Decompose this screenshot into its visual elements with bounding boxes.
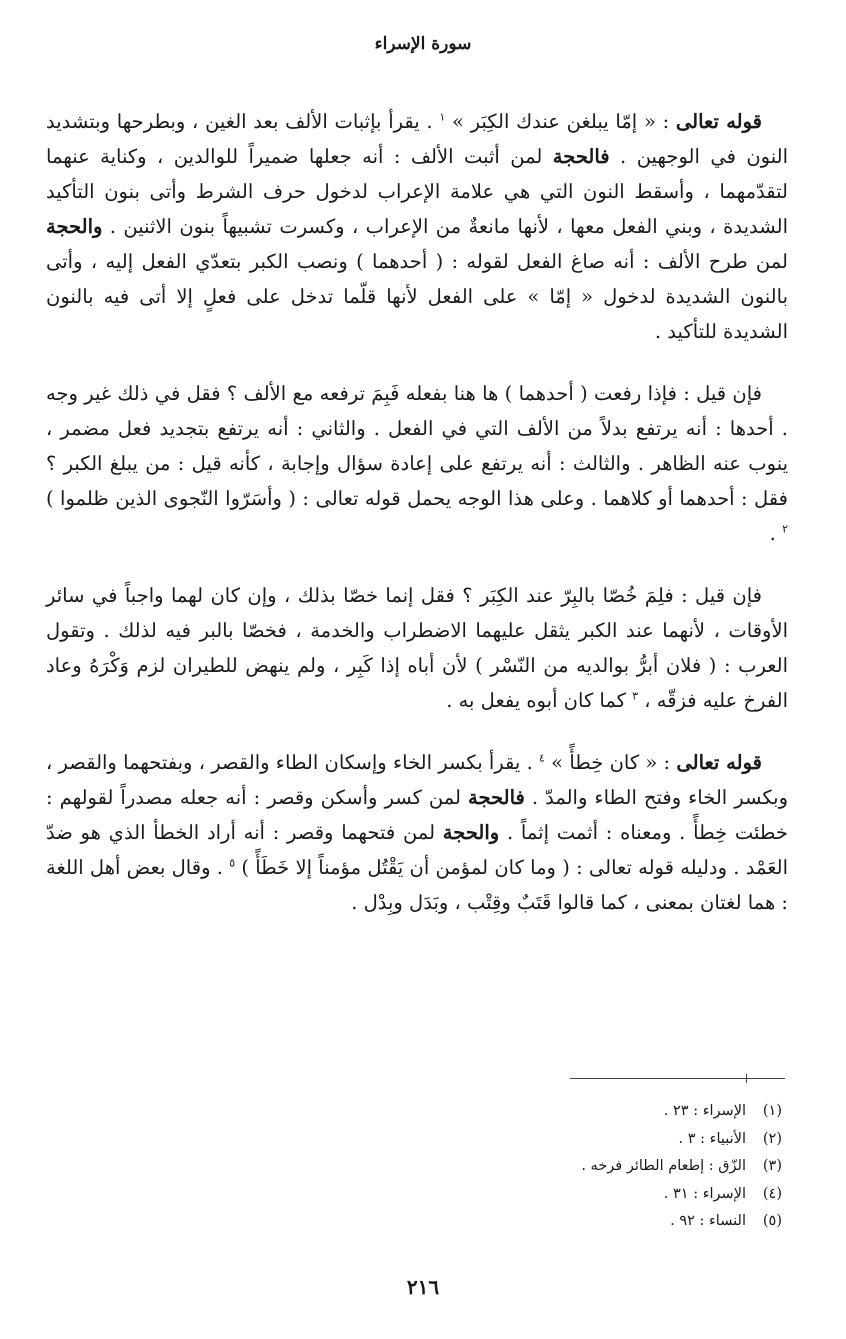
- bold-term: والحجة: [442, 821, 500, 844]
- text-run: فإن قيل : فلِمَ خُصّا بالبِرّ عند الكِبَر ؟ فقل إنما خصّا بذلك ، وإن كان لهما واجباً في سائر الأوقات ، لأنهما عند الكبر يثقل عليهما الاضطراب والخدمة ، فخصّا بالبر فيه لذلك . وتقول العرب : ( فلان أبرُّ بوالديه من النّسْر ) لأن أباه إذا كَبِر ، ولم ينهض للطيران لزم وَكْرَهُ وعاد الفرخ عليه فزقّه ،: [46, 584, 788, 712]
- paragraph: [46, 104, 788, 349]
- footnote-marker: ٣: [632, 689, 639, 703]
- paragraph: [46, 578, 788, 718]
- main-text: [46, 104, 788, 947]
- footnote-item: [420, 1126, 782, 1154]
- footnote-text: الإسراء : ٣١ .: [663, 1185, 746, 1202]
- text-run: . يقرأ بإثبات الألف بعد الغين ، وبطرحها وبتشديد النون في الوجهين .: [46, 110, 788, 168]
- paragraph: [46, 745, 788, 920]
- text-run: . يقرأ بكسر الخاء وإسكان الطاء والقصر ، وبفتحهما والقصر ، وبكسر الخاء وفتح الطاء والمدّ .: [46, 751, 788, 809]
- text-run: لمن فتحهما وقصر : أنه أراد الخطأ الذي هو ضدّ العَمْد . ودليله قوله تعالى : ( وما كان لمؤمن أن يَقْتُل مؤمناً إلا خَطَأً ): [46, 821, 788, 879]
- footnote-text: الأنبياء : ٣ .: [678, 1130, 746, 1147]
- footnote-number: (٣): [762, 1158, 782, 1174]
- footnote-item: [420, 1153, 782, 1181]
- bold-term: قوله تعالى: [676, 751, 762, 774]
- text-run: كما كان أبوه يفعل به .: [446, 689, 633, 712]
- footnote-item: [420, 1208, 782, 1236]
- footnote-item: [420, 1098, 782, 1126]
- footnote-number: (٥): [762, 1213, 782, 1229]
- bold-term: فالحجة: [552, 145, 610, 168]
- text-run: لمن أثبت الألف : أنه جعلها ضميراً للوالدين ، وكناية عنهما لتقدّمهما ، وأسقط النون التي هي علامة الإعراب لدخول حرف الشرط وأتى بنون التأكيد الشديدة ، وبني الفعل معها ، لأنها مانعةٌ من الإعراب ، وكسرت تشبيهاً بنون الاثنين .: [46, 145, 788, 238]
- page-number: ٢١٦: [406, 1275, 440, 1299]
- footnote-item: [420, 1181, 782, 1209]
- text-run: : « إمّا يبلغن عندك الكِبَر »: [445, 110, 676, 133]
- footnote-marker: ٥: [229, 856, 236, 870]
- footnote-separator-tick: [746, 1074, 747, 1083]
- text-run: . وقال بعض أهل اللغة : هما لغتان بمعنى ، كما قالوا قَتَبٌ وقِتْب ، وبَدَل وبِدْل .: [46, 856, 788, 914]
- footnote-text: الإسراء : ٢٣ .: [663, 1103, 746, 1119]
- page-header-title: سورة الإسراء: [374, 34, 472, 54]
- bold-term: قوله تعالى: [675, 110, 762, 133]
- footnote-marker: ٢: [782, 522, 788, 536]
- footnotes-list: [420, 1098, 782, 1236]
- footnote-number: (٤): [762, 1185, 782, 1202]
- bold-term: والحجة: [46, 215, 103, 238]
- footnote-number: (٢): [762, 1130, 782, 1147]
- footnote-number: (١): [762, 1103, 782, 1119]
- text-run: .: [769, 522, 783, 545]
- footnote-marker: ٤: [539, 751, 545, 765]
- footnote-marker: ١: [439, 110, 446, 124]
- text-run: لمن كسر وأسكن وقصر : أنه جعله مصدراً لقولهم : خطئت خِطأً . ومعناه : أثمت إثماً .: [46, 786, 788, 844]
- paragraph: [46, 376, 788, 551]
- text-run: لمن طرح الألف : أنه صاغ الفعل لقوله : ( أحدهما ) ونصب الكبر بتعدّي الفعل إليه ، وأتى بالنون الشديدة لدخول « إمّا » على الفعل لأنها قلّما تدخل على فعلٍ إلا أتى فيه بالنون الشديدة للتأكيد .: [46, 250, 788, 343]
- bold-term: فالحجة: [468, 786, 525, 809]
- footnote-separator: [570, 1078, 785, 1079]
- text-run: : « كان خِطأً »: [544, 751, 677, 774]
- text-run: فإن قيل : فإذا رفعت ( أحدهما ) ها هنا بفعله فَبِمَ ترفعه مع الألف ؟ فقل في ذلك غير وجه . أحدها : أنه يرتفع بدلاً من الألف التي في الفعل . والثاني : أنه يرتفع بتجديد فعل مضمر ، ينوب عنه الظاهر . والثالث : أنه يرتفع على إعادة سؤال وإجابة ، كأنه قيل : من يبلغ الكبر ؟ فقل : أحدهما أو كلاهما . وعلى هذا الوجه يحمل قوله تعالى : ( وأسَرّوا النّجوى الذين ظلموا ): [46, 382, 789, 510]
- footnote-text: النساء : ٩٢ .: [670, 1213, 746, 1229]
- footnote-text: الزّق : إطعام الطائر فرخه .: [581, 1158, 746, 1174]
